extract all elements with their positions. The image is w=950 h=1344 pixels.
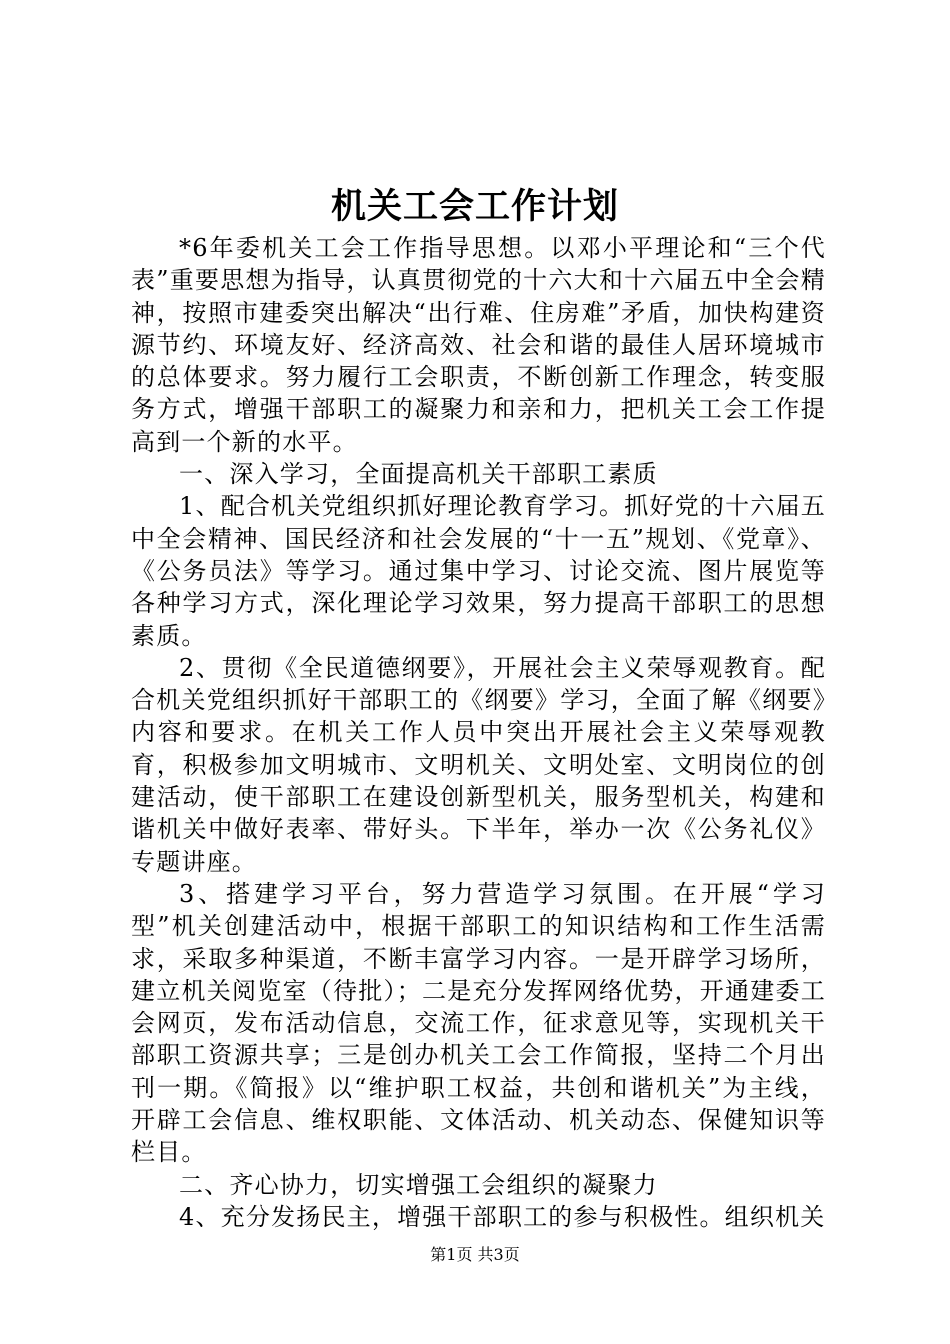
paragraph-item-3: 3、搭建学习平台，努力营造学习氛围。在开展“学习型”机关创建活动中，根据干部职工的知识结构和工作生活需求，采取多种渠道，不断丰富学习内容。一是开辟学习场所，建立机关阅览室（待批）；二是充分发挥网络优势，开通建委工会网页，发布活动信息，交流工作，征求意见等，实现机关干部职工资源共享；三是创办机关工会工作简报，坚持二个月出刊一期。《简报》以“维护职工权益，共创和谐机关”为主线，开辟工会信息、维权职能、文体活动、机关动态、保健知识等栏目。 <box>131 879 826 1167</box>
section-heading-1: 一、深入学习，全面提高机关干部职工素质 <box>179 460 658 489</box>
document-title: 机关工会工作计划 <box>330 186 619 227</box>
paragraph-guiding-thought: *6年委机关工会工作指导思想。以邓小平理论和“三个代表”重要思想为指导，认真贯彻党的十六大和十六届五中全会精神，按照市建委突出解决“出行难、住房难”矛盾，加快构建资源节约、环境友好、经济高效、社会和谐的最佳人居环境城市的总体要求。努力履行工会职责，不断创新工作理念，转变服务方式，增强干部职工的凝聚力和亲和力，把机关工会工作提高到一个新的水平。 <box>131 234 826 456</box>
section-heading-2: 二、齐心协力，切实增强工会组织的凝聚力 <box>179 1170 658 1199</box>
paragraph-item-4: 4、充分发扬民主，增强干部职工的参与积极性。组织机关 <box>179 1202 826 1231</box>
document-body <box>131 232 826 1233</box>
paragraph-item-1: 1、配合机关党组织抓好理论教育学习。抓好党的十六届五中全会精神、国民经济和社会发展的“十一五”规划、《党章》、《公务员法》等学习。通过集中学习、讨论交流、图片展览等各种学习方式，深化理论学习效果，努力提高干部职工的思想素质。 <box>131 492 826 650</box>
paragraph-item-2: 2、贯彻《全民道德纲要》，开展社会主义荣辱观教育。配合机关党组织抓好干部职工的《纲要》学习，全面了解《纲要》内容和要求。在机关工作人员中突出开展社会主义荣辱观教育，积极参加文明城市、文明机关、文明处室、文明岗位的创建活动，使干部职工在建设创新型机关，服务型机关，构建和谐机关中做好表率、带好头。下半年，举办一次《公务礼仪》专题讲座。 <box>131 653 826 876</box>
page-footer: 第1页 共3页 <box>430 1245 520 1264</box>
